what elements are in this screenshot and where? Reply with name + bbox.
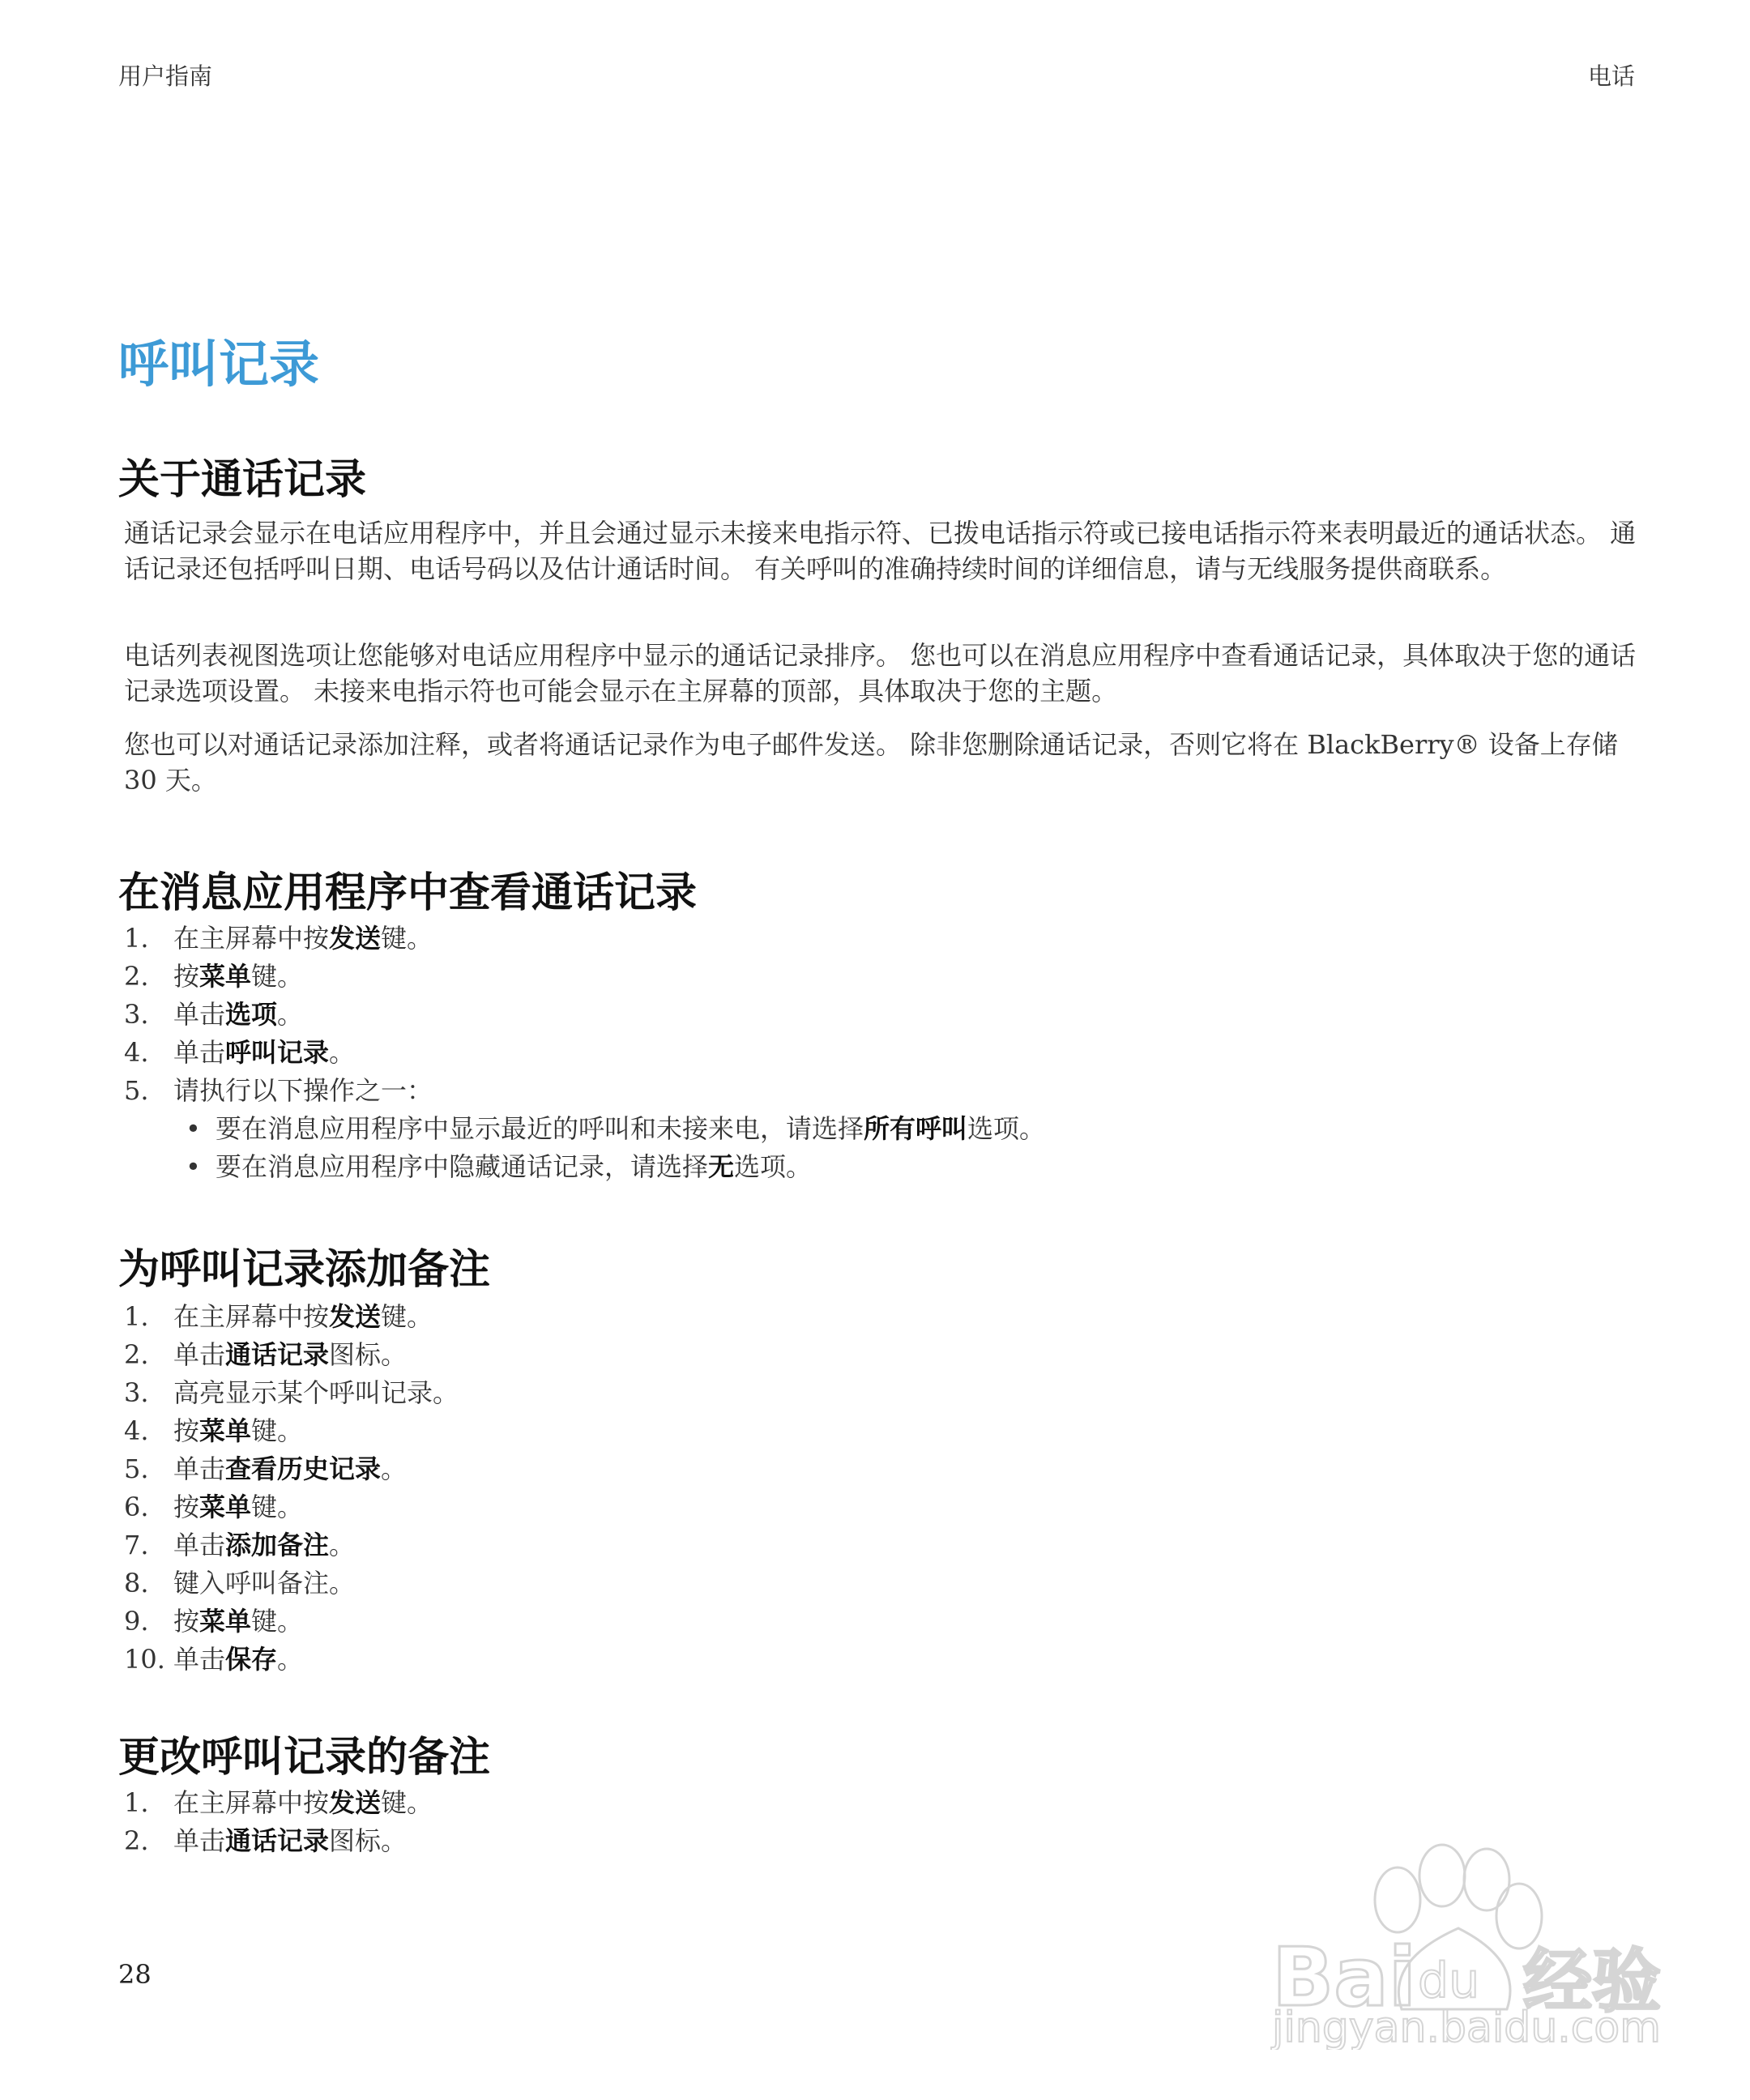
bullet-text — [216, 1148, 812, 1186]
step-number: 1. — [124, 923, 149, 954]
step-text-plain: 按 — [173, 961, 200, 992]
step-text-plain: 在主屏幕中按 — [173, 1787, 330, 1818]
step-text — [173, 1488, 303, 1526]
step-number: 4. — [124, 1037, 149, 1068]
list-item — [124, 1641, 459, 1679]
step-number: 2. — [124, 961, 149, 992]
step-text-plain: 键。 — [381, 923, 433, 954]
header-left: 用户指南 — [118, 62, 213, 90]
list-item — [124, 1488, 459, 1526]
step-text — [173, 996, 303, 1034]
list-item — [124, 1822, 433, 1860]
step-text-plain: 。 — [277, 999, 304, 1030]
step-text — [173, 958, 303, 996]
step-number: 2. — [124, 1339, 149, 1370]
step-text — [173, 1784, 433, 1822]
step-text-bold: 菜单 — [199, 961, 252, 992]
list-item — [124, 1072, 1045, 1110]
step-text — [173, 1564, 355, 1603]
step-text-plain: 键。 — [381, 1301, 433, 1332]
step-number: 2. — [124, 1825, 149, 1856]
paragraph: 您也可以对通话记录添加注释，或者将通话记录作为电子邮件发送。 除非您删除通话记录，否则它将在 BlackBerry® 设备上存储 30 天。 — [124, 729, 1618, 796]
step-text-plain: 。 — [329, 1037, 356, 1068]
step-text — [173, 1603, 303, 1641]
list-item — [124, 1564, 459, 1603]
step-text-plain: 键。 — [251, 961, 304, 992]
step-text-plain: 图标。 — [329, 1339, 408, 1370]
bullet-text-bold: 所有呼叫 — [864, 1113, 968, 1144]
step-text — [173, 1034, 355, 1072]
list-item — [124, 1298, 459, 1336]
step-text-bold: 发送 — [329, 1787, 382, 1818]
list-item — [124, 958, 1045, 996]
step-text-bold: 保存 — [225, 1644, 278, 1675]
list-item — [124, 1374, 459, 1412]
section-heading: 为呼叫记录添加备注 — [118, 1246, 491, 1294]
bullet-icon: • — [186, 1151, 201, 1182]
list-item — [124, 1336, 459, 1374]
step-text-bold: 通话记录 — [225, 1339, 330, 1370]
step-number: 4. — [124, 1415, 149, 1446]
step-text-plain: 键。 — [251, 1415, 304, 1446]
bullet-icon: • — [186, 1113, 201, 1144]
bullet-text-plain: 选项。 — [967, 1113, 1046, 1144]
step-text-bold: 呼叫记录 — [225, 1037, 330, 1068]
section-heading: 关于通话记录 — [118, 456, 367, 504]
bullet-text — [216, 1110, 1045, 1148]
list-item — [124, 1450, 459, 1488]
step-text-bold: 菜单 — [199, 1492, 252, 1522]
step-text — [173, 1412, 303, 1450]
step-text-bold: 菜单 — [199, 1606, 252, 1637]
list-item — [124, 1412, 459, 1450]
bullet-item — [124, 1148, 1045, 1186]
step-number: 8. — [124, 1568, 149, 1598]
list-item — [124, 996, 1045, 1034]
step-text-bold: 菜单 — [199, 1415, 252, 1446]
bullet-text-plain: 要在消息应用程序中隐藏通话记录，请选择 — [216, 1151, 709, 1182]
step-text-plain: 。 — [277, 1644, 304, 1675]
list-item — [124, 920, 1045, 958]
step-text-plain: 高亮显示某个呼叫记录。 — [173, 1377, 459, 1408]
step-text-plain: 键。 — [381, 1787, 433, 1818]
step-text-bold: 添加备注 — [225, 1530, 330, 1560]
step-text-plain: 按 — [173, 1606, 200, 1637]
bullet-item — [124, 1110, 1045, 1148]
step-text-plain: 单击 — [173, 1530, 226, 1560]
step-text — [173, 1526, 355, 1564]
list-item — [124, 1034, 1045, 1072]
step-text-plain: 单击 — [173, 1453, 226, 1484]
steps-list — [124, 1784, 433, 1860]
step-text — [173, 1374, 459, 1412]
paragraph: 电话列表视图选项让您能够对电话应用程序中显示的通话记录排序。 您也可以在消息应用程序中查看通话记录，具体取决于您的通话记录选项设置。 未接来电指示符也可能会显示在主屏幕的顶部，具体取决于您的主题。 — [124, 640, 1637, 706]
step-text-plain: 单击 — [173, 1644, 226, 1675]
step-text-plain: 图标。 — [329, 1825, 408, 1856]
page-title: 呼叫记录 — [118, 335, 320, 394]
step-text-bold: 查看历史记录 — [225, 1453, 382, 1484]
svg-text:du: du — [1418, 1953, 1480, 2009]
step-number: 10. — [124, 1644, 165, 1675]
steps-list — [124, 1298, 459, 1679]
step-text — [173, 1298, 433, 1336]
step-text-bold: 选项 — [225, 999, 278, 1030]
step-number: 1. — [124, 1301, 149, 1332]
list-item — [124, 1526, 459, 1564]
step-text-plain: 。 — [381, 1453, 408, 1484]
step-text-plain: 键入呼叫备注。 — [173, 1568, 356, 1598]
step-text-plain: 请执行以下操作之一： — [173, 1075, 433, 1106]
step-text-plain: 单击 — [173, 1825, 226, 1856]
step-number: 1. — [124, 1787, 149, 1818]
step-text-plain: 单击 — [173, 1037, 226, 1068]
step-text — [173, 920, 433, 958]
section-heading: 在消息应用程序中查看通话记录 — [118, 869, 698, 917]
list-item — [124, 1784, 433, 1822]
step-text-bold: 通话记录 — [225, 1825, 330, 1856]
page-number: 28 — [118, 1959, 152, 1990]
svg-text:经验: 经验 — [1523, 1942, 1662, 2022]
step-text — [173, 1072, 433, 1110]
step-number: 6. — [124, 1492, 149, 1522]
step-text-plain: 。 — [329, 1530, 356, 1560]
paragraph: 通话记录会显示在电话应用程序中，并且会通过显示未接来电指示符、已拨电话指示符或已接电话指示符来表明最近的通话状态。 通话记录还包括呼叫日期、电话号码以及估计通话时间。 有关呼叫的准确持续时间的详细信息，请与无线服务提供商联系。 — [124, 518, 1637, 584]
header-right: 电话 — [1587, 62, 1635, 90]
step-text-plain: 按 — [173, 1415, 200, 1446]
list-item — [124, 1603, 459, 1641]
step-number: 5. — [124, 1075, 149, 1106]
step-number: 7. — [124, 1530, 149, 1560]
step-text-plain: 单击 — [173, 1339, 226, 1370]
step-text-bold: 发送 — [329, 1301, 382, 1332]
step-text — [173, 1822, 407, 1860]
svg-text:Bai: Bai — [1272, 1930, 1416, 2025]
step-number: 5. — [124, 1453, 149, 1484]
step-text-plain: 按 — [173, 1492, 200, 1522]
step-text-plain: 键。 — [251, 1492, 304, 1522]
svg-text:jingyan.baidu.com: jingyan.baidu.com — [1272, 2004, 1661, 2050]
steps-list — [124, 920, 1045, 1186]
step-text — [173, 1450, 407, 1488]
step-number: 3. — [124, 1377, 149, 1408]
bullet-text-plain: 要在消息应用程序中显示最近的呼叫和未接来电，请选择 — [216, 1113, 864, 1144]
bullet-text-plain: 选项。 — [734, 1151, 813, 1182]
step-text-plain: 键。 — [251, 1606, 304, 1637]
step-text-plain: 单击 — [173, 999, 226, 1030]
step-number: 3. — [124, 999, 149, 1030]
step-text — [173, 1641, 303, 1679]
baidu-watermark-logo — [1256, 1839, 1709, 2050]
step-text-bold: 发送 — [329, 923, 382, 954]
step-number: 9. — [124, 1606, 149, 1637]
section-heading: 更改呼叫记录的备注 — [118, 1734, 491, 1782]
step-text-plain: 在主屏幕中按 — [173, 1301, 330, 1332]
step-text — [173, 1336, 407, 1374]
bullet-text-bold: 无 — [708, 1151, 735, 1182]
step-text-plain: 在主屏幕中按 — [173, 923, 330, 954]
